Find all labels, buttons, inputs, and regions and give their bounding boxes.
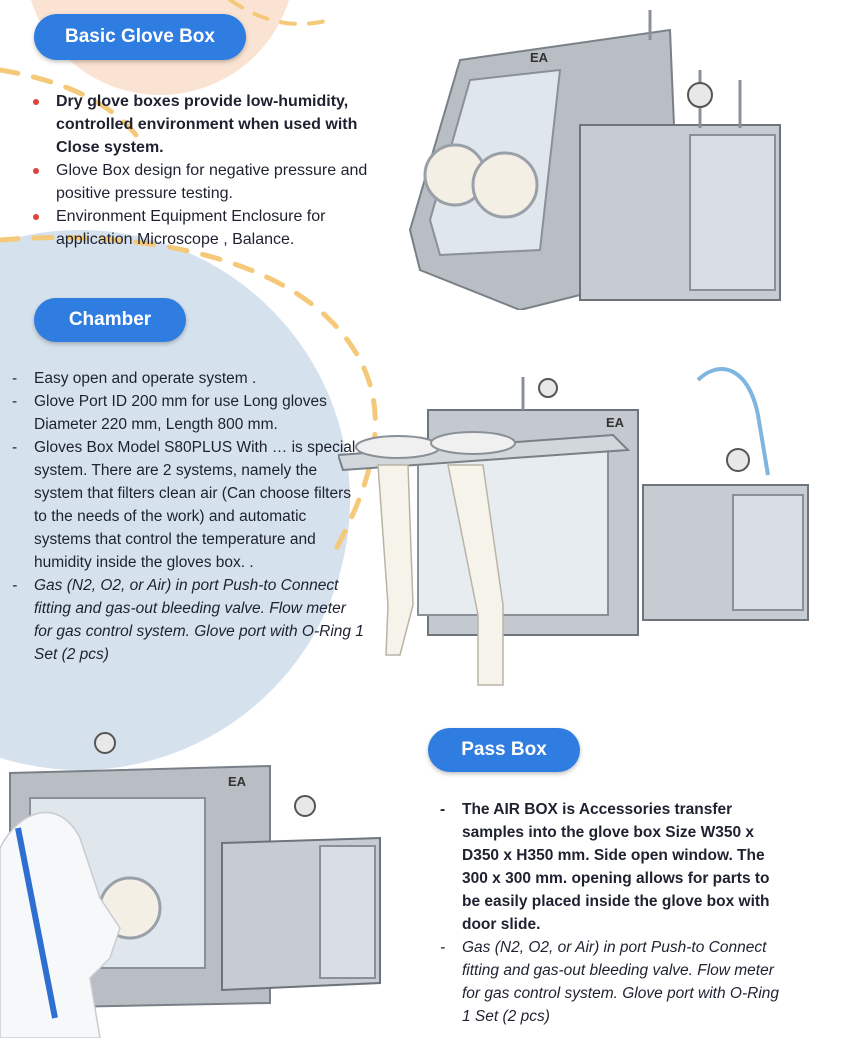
chamber-heading: Chamber bbox=[34, 298, 186, 342]
chamber-list bbox=[8, 367, 366, 666]
product-logo: EA bbox=[228, 774, 247, 789]
list-item: - Easy open and operate system . bbox=[8, 367, 366, 390]
pass-box-heading: Pass Box bbox=[428, 728, 580, 772]
chamber-photo bbox=[338, 355, 818, 695]
list-item: - Gas (N2, O2, or Air) in port Push-to Connect fitting and gas-out bleeding valve. Flow meter for gas control system. Glove port with O-Ring 1 Set (2 pcs) bbox=[436, 936, 788, 1028]
list-item: Environment Equipment Enclosure for application Microscope , Balance. bbox=[28, 205, 373, 251]
list-item: - Gas (N2, O2, or Air) in port Push-to Connect fitting and gas-out bleeding valve. Flow meter for gas control system. Glove port with O-Ring 1 Set (2 pcs) bbox=[8, 574, 366, 666]
list-item: - Glove Port ID 200 mm for use Long gloves Diameter 220 mm, Length 800 mm. bbox=[8, 390, 366, 436]
product-logo: EA bbox=[606, 415, 625, 430]
list-item: - The AIR BOX is Accessories transfer samples into the glove box Size W350 x D350 x H350 mm. Side open window. The 300 x 300 mm. opening allows for parts to be easily placed inside the glove box with door slide. bbox=[436, 798, 788, 936]
list-item: Glove Box design for negative pressure and positive pressure testing. bbox=[28, 159, 373, 205]
pass-box-list bbox=[436, 798, 788, 1028]
list-item: Dry glove boxes provide low-humidity, controlled environment when used with Close system. bbox=[28, 90, 373, 159]
basic-glove-box-bullets bbox=[28, 90, 373, 251]
pass-box-photo bbox=[0, 728, 385, 1038]
basic-glove-box-heading: Basic Glove Box bbox=[34, 14, 246, 60]
product-logo: EA bbox=[530, 50, 549, 65]
list-item: - Gloves Box Model S80PLUS With … is special system. There are 2 systems, namely the system that filters clean air (Can choose filters to the needs of the work) and automatic systems that control the temperature and humidity inside the gloves box. . bbox=[8, 436, 366, 574]
basic-glove-box-photo bbox=[400, 10, 820, 310]
